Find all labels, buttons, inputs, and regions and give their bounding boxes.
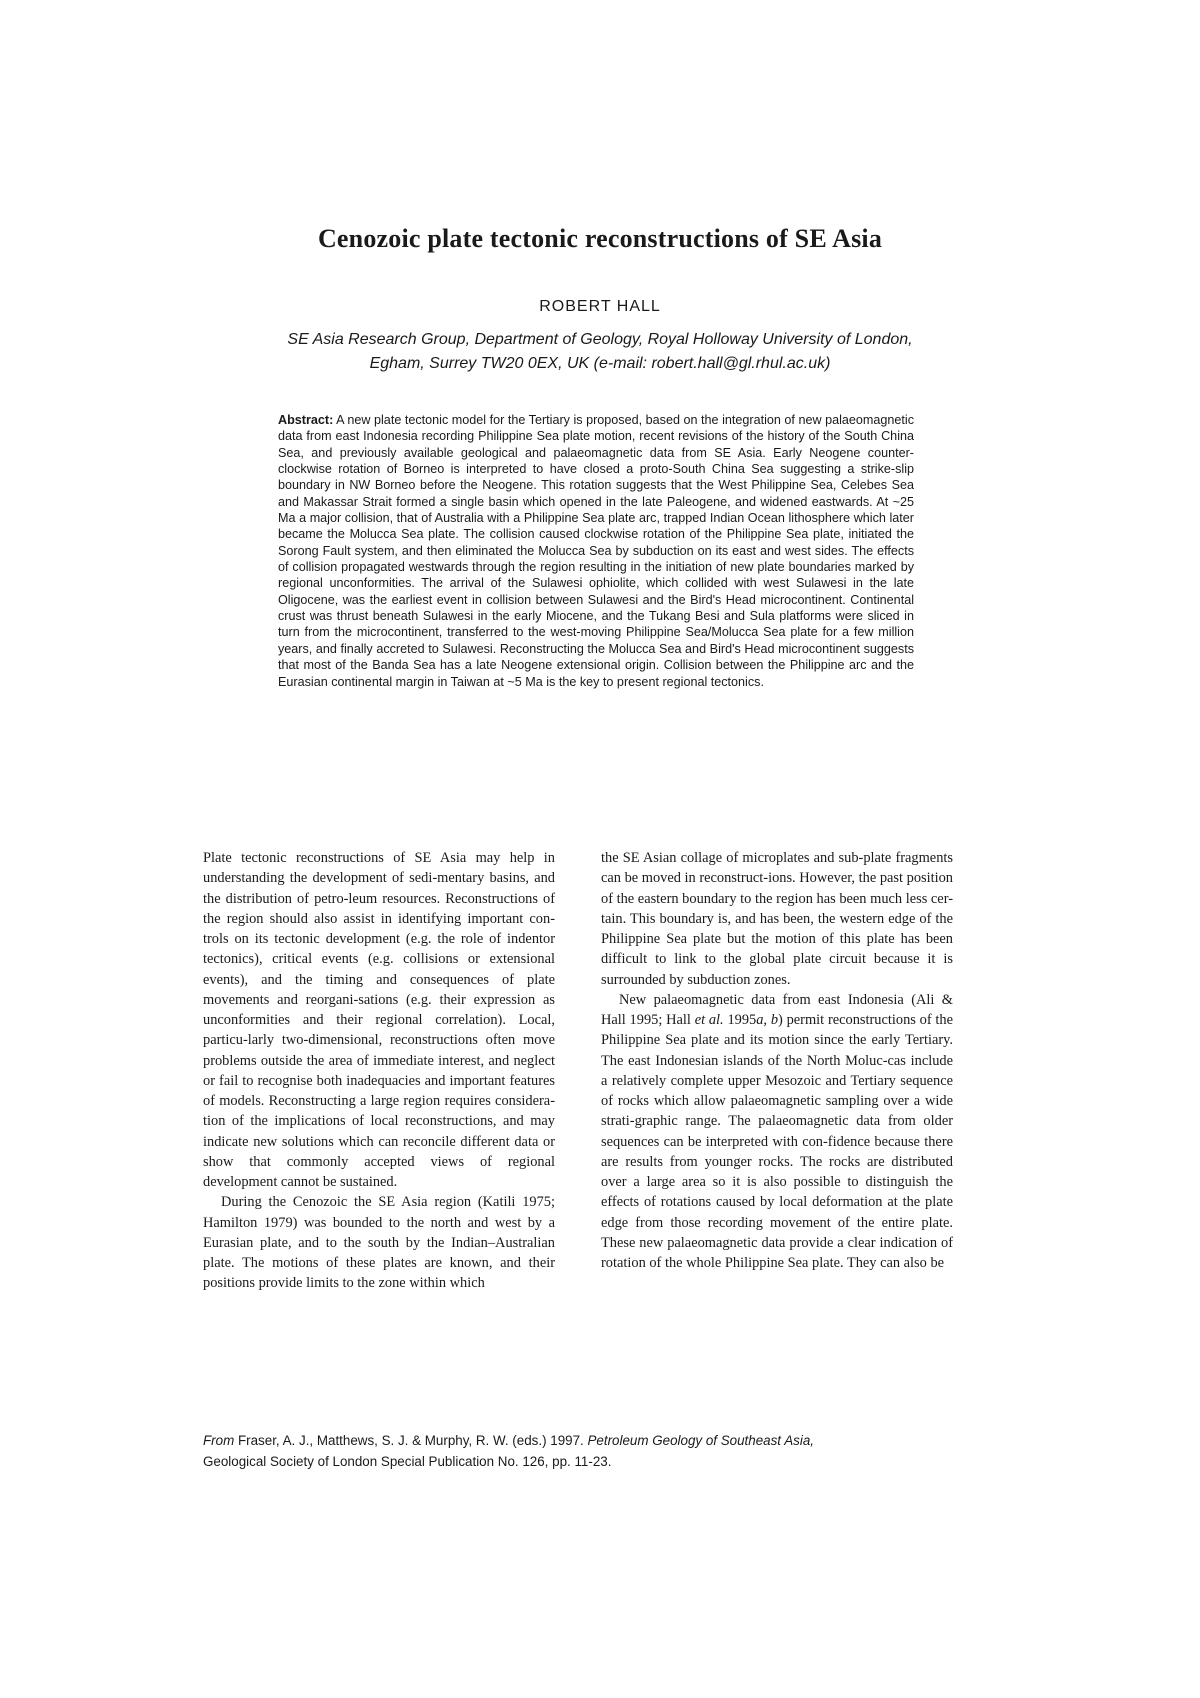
footnote-citation: Fraser, A. J., Matthews, S. J. & Murphy, R. W. (eds.) 1997.	[234, 1433, 588, 1448]
text-run: New palaeomagnetic data from east Indonesia (Ali & Hall 1995; Hall	[601, 991, 953, 1028]
abstract	[278, 412, 914, 690]
text-run: ) permit reconstructions of the Philippine Sea plate and its motion since the early Tertiary. The east Indonesian islands of the North Moluc-cas include a relatively complete upper Mesozoic and Tertiary sequence of rocks which allow palaeomagnetic sampling over a wide strati-graphic range. The palaeomagnetic data from older sequences can be interpreted with con-fidence because there are results from younger rocks. The rocks are distributed over a large area so it is also possible to distinguish the effects of rotations caused by local deformation at the plate edge from those recording movement of the entire plate. These new palaeomagnetic data provide a clear indication of rotation of the whole Philippine Sea plate. They can also be	[601, 1012, 953, 1271]
body-paragraph	[601, 990, 953, 1274]
abstract-label: Abstract:	[278, 413, 334, 427]
body-paragraph: the SE Asian collage of microplates and sub-plate fragments can be moved in reconstruct-ions. However, the past position of the eastern boundary to the region has been much less cer-tain. This boundary is, and has been, the western edge of the Philippine Sea plate but the motion of this plate has been difficult to link to the global plate circuit because it is surrounded by subduction zones.	[601, 850, 953, 988]
footnote-publisher: Geological Society of London Special Publication No. 126, pp. 11-23.	[203, 1454, 612, 1469]
citation-footnote	[203, 1430, 1003, 1472]
author-name: ROBERT HALL	[539, 298, 661, 315]
body-column-right	[601, 848, 953, 1273]
affiliation-line: SE Asia Research Group, Department of Geology, Royal Holloway University of London,	[287, 331, 913, 348]
text-run: 1995	[723, 1012, 757, 1028]
body-paragraph: Plate tectonic reconstructions of SE Asia may help in understanding the development of sedi-mentary basins, and the distribution of petro-leum resources. Reconstructions of the region should also assist in identifying important con-trols on its tectonic development (e.g. the role of indentor tectonics), critical events (e.g. collisions or extensional events), and the timing and consequences of plate movements and reorgani-sations (e.g. their expression as unconformities and their regional correlation). Local, particu-larly two-dimensional, reconstructions often move problems outside the area of immediate interest, and neglect or fail to recognise both inadequacies and important features of models. Reconstructing a large region requires considera-tion of the implications of local reconstructions, and may indicate new solutions which can reconcile different data or show that commonly accepted views of regional development cannot be sustained.	[203, 850, 555, 1190]
footnote-from: From	[203, 1433, 235, 1448]
affiliation-line: Egham, Surrey TW20 0EX, UK (e-mail: robert.hall@gl.rhul.ac.uk)	[369, 355, 831, 372]
text-run-italic: a, b	[756, 1012, 779, 1028]
paper-title: Cenozoic plate tectonic reconstructions of SE Asia	[317, 224, 883, 253]
body-column-left	[203, 848, 555, 1294]
author-affiliation	[180, 328, 1020, 376]
abstract-text: A new plate tectonic model for the Tertiary is proposed, based on the integration of new palaeomagnetic data from east Indonesia recording Philippine Sea plate motion, recent revisions of the history of the South China Sea, and previously available geological and palaeomagnetic data from SE Asia. Early Neogene counter-clockwise rotation of Borneo is interpreted to have closed a proto-South China Sea suggesting a strike-slip boundary in NW Borneo before the Neogene. This rotation suggests that the West Philippine Sea, Celebes Sea and Makassar Strait formed a single basin which opened in the late Paleogene, and widened eastwards. At ~25 Ma a major collision, that of Australia with a Philippine Sea plate arc, trapped Indian Ocean lithosphere which later became the Molucca Sea plate. The collision caused clockwise rotation of the Philippine Sea plate, initiated the Sorong Fault system, and then eliminated the Molucca Sea by subduction on its east and west sides. The effects of collision propagated westwards through the region resulting in the initiation of new plate boundaries marked by regional unconformities. The arrival of the Sulawesi ophiolite, which collided with west Sulawesi in the late Oligocene, was the earliest event in collision between Sulawesi and the Bird's Head microcontinent. Continental crust was thrust beneath Sulawesi in the early Miocene, and the Tukang Besi and Sula platforms were sliced in turn from the microcontinent, transferred to the west-moving Philippine Sea/Molucca Sea plate for a few million years, and finally accreted to Sulawesi. Reconstructing the Molucca Sea and Bird's Head microcontinent suggests that most of the Banda Sea has a late Neogene extensional origin. Collision between the Philippine arc and the Eurasian continental margin in Taiwan at ~5 Ma is the key to present regional tectonics.	[278, 413, 914, 689]
footnote-book-title: Petroleum Geology of Southeast Asia,	[587, 1433, 815, 1448]
body-paragraph: During the Cenozoic the SE Asia region (Katili 1975; Hamilton 1979) was bounded to the north and west by a Eurasian plate, and to the south by the Indian–Australian plate. The motions of these plates are known, and their positions provide limits to the zone within which	[203, 1194, 555, 1292]
footnote-line	[203, 1430, 1003, 1451]
text-run-italic: et al.	[694, 1012, 724, 1028]
